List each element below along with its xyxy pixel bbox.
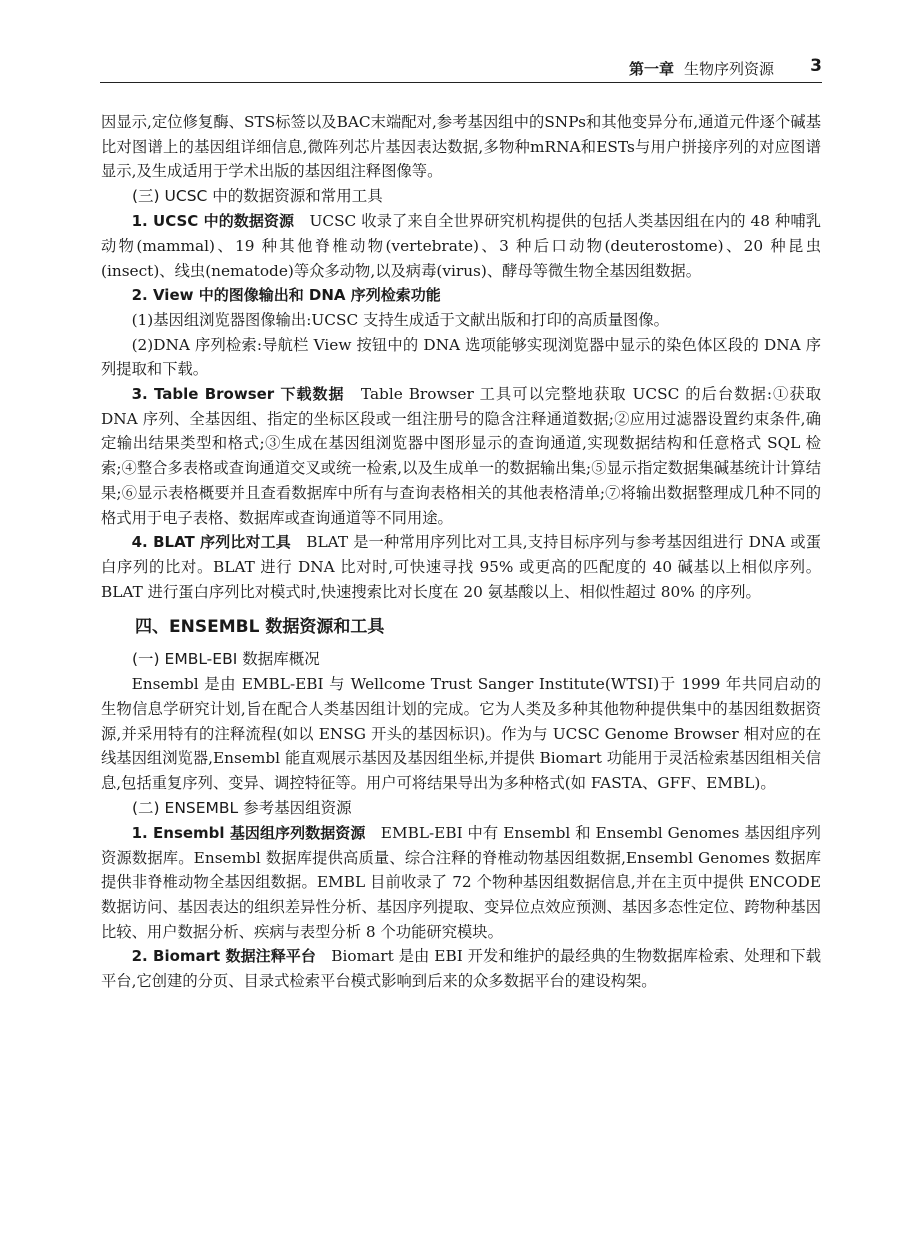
subheading-ensembl-reference: (二) ENSEMBL 参考基因组资源 xyxy=(132,798,352,817)
running-header xyxy=(100,56,822,83)
paragraph-image-output: (1)基因组浏览器图像输出:UCSC 支持生成适于文献出版和打印的高质量图像。 xyxy=(131,310,669,329)
paragraph-biomart: 2. Biomart 数据注释平台 Biomart 是由 EBI 开发和维护的最经典的生物数据库检索、处理和下载平台,它创建的分页、目录式检索平台模式影响到后来的众多数据平台的建设构架。 xyxy=(101,947,822,991)
paragraph-table-browser: 3. Table Browser 下载数据 Table Browser 工具可以完整地获取 UCSC 的后台数据:①获取 DNA 序列、全基因组、指定的坐标区段或一组注册号的隐含注释通道数据;②应用过滤器设置约束条件,确定输出结果类型和格式;③生成在基因组浏览器中图形显示的查询通道,实现数据结构和任意格式 SQL 检索;④整合多表格或查询通道交叉或统一检索,以及生成单一的数据输出集;⑤显示指定数据集碱基统计计算结果;⑥显示表格概要并且查看数据库中所有与查询表格相关的其他表格清单;⑦将输出数据整理成几种不同的格式用于电子表格、数据库或查询通道等不同用途。 xyxy=(101,385,821,527)
paragraph-continued: 因显示,定位修复酶、STS标签以及BAC末端配对,参考基因组中的SNPs和其他变异分布,通道元件逐个碱基比对图谱上的基因组详细信息,微阵列芯片基因表达数据,多物种mRNA和ESTs与用户拼接序列的对应图谱显示,及生成适用于学术出版的基因组注释图像等。 xyxy=(101,113,821,181)
paragraph-lead: 2. View 中的图像输出和 DNA 序列检索功能 xyxy=(131,286,441,305)
paragraph-lead: 4. BLAT 序列比对工具 xyxy=(131,533,291,552)
paragraph-blat: 4. BLAT 序列比对工具 BLAT 是一种常用序列比对工具,支持目标序列与参考基因组进行 DNA 或蛋白序列的比对。BLAT 进行 DNA 比对时,可快速寻找 95% 或更高的匹配度的 40 碱基以上相似序列。BLAT 进行蛋白序列比对模式时,快速搜索比对长度在 20 氨基酸以上、相似性超过 80% 的序列。 xyxy=(101,533,821,601)
paragraph-ensembl-intro: Ensembl 是由 EMBL-EBI 与 Wellcome Trust Sanger Institute(WTSI)于 1999 年共同启动的生物信息学研究计划,旨在配合人类基因组计划的完成。它为人类及多种其他物种提供集中的基因组数据资源,并采用特有的注释流程(如以 ENSG 开头的基因标识)。作为与 UCSC Genome Browser 相对应的在线基因组浏览器,Ensembl 能直观展示基因及基因组坐标,并提供 Biomart 功能用于灵活检索基因组相关信息,包括重复序列、变异、调控特征等。用户可将结果导出为多种格式(如 FASTA、GFF、EMBL)。 xyxy=(101,675,821,793)
chapter-label: 第一章 生物序列资源 xyxy=(628,60,774,78)
paragraph-lead: 1. Ensembl 基因组序列数据资源 xyxy=(131,823,366,842)
paragraph-lead: 2. Biomart 数据注释平台 xyxy=(131,947,316,966)
page-number: 3 xyxy=(810,56,822,76)
subheading-ucsc-tools: (三) UCSC 中的数据资源和常用工具 xyxy=(132,187,383,206)
paragraph-ucsc-data: 1. UCSC 中的数据资源 UCSC 收录了来自全世界研究机构提供的包括人类基因组在内的 48 种哺乳动物(mammal)、19 种其他脊椎动物(vertebrate)、3 种后口动物(deuterostome)、20 种昆虫(insect)、线虫(nematode)等众多动物,以及病毒(virus)、酵母等微生物全基因组数据。 xyxy=(101,212,821,280)
subheading-embl-ebi: (一) EMBL-EBI 数据库概况 xyxy=(132,650,320,669)
section-heading-ensembl: 四、ENSEMBL 数据资源和工具 xyxy=(135,617,385,638)
paragraph-lead: 3. Table Browser 下载数据 xyxy=(131,385,345,404)
paragraph-view-title xyxy=(101,283,821,308)
paragraph-lead: 1. UCSC 中的数据资源 xyxy=(131,212,295,231)
paragraph-dna-retrieval: (2)DNA 序列检索:导航栏 View 按钮中的 DNA 选项能够实现浏览器中显示的染色体区段的 DNA 序列提取和下载。 xyxy=(101,335,821,379)
paragraph-ensembl-genome: 1. Ensembl 基因组序列数据资源 EMBL-EBI 中有 Ensembl 和 Ensembl Genomes 基因组序列资源数据库。Ensembl 数据库提供高质量、综合注释的脊椎动物基因组数据,Ensembl Genomes 数据库提供非脊椎动物全基因组数据。EMBL 目前收录了 72 个物种基因组数据信息,并在主页中提供 ENCODE 数据访问、基因表达的组织差异性分析、基因序列提取、变异位点效应预测、基因多态性定位、跨物种基因比较、用户数据分析、疾病与表型分析 8 个功能研究模块。 xyxy=(101,823,821,941)
body-text xyxy=(101,110,821,994)
chapter-title: 生物序列资源 xyxy=(683,60,774,78)
